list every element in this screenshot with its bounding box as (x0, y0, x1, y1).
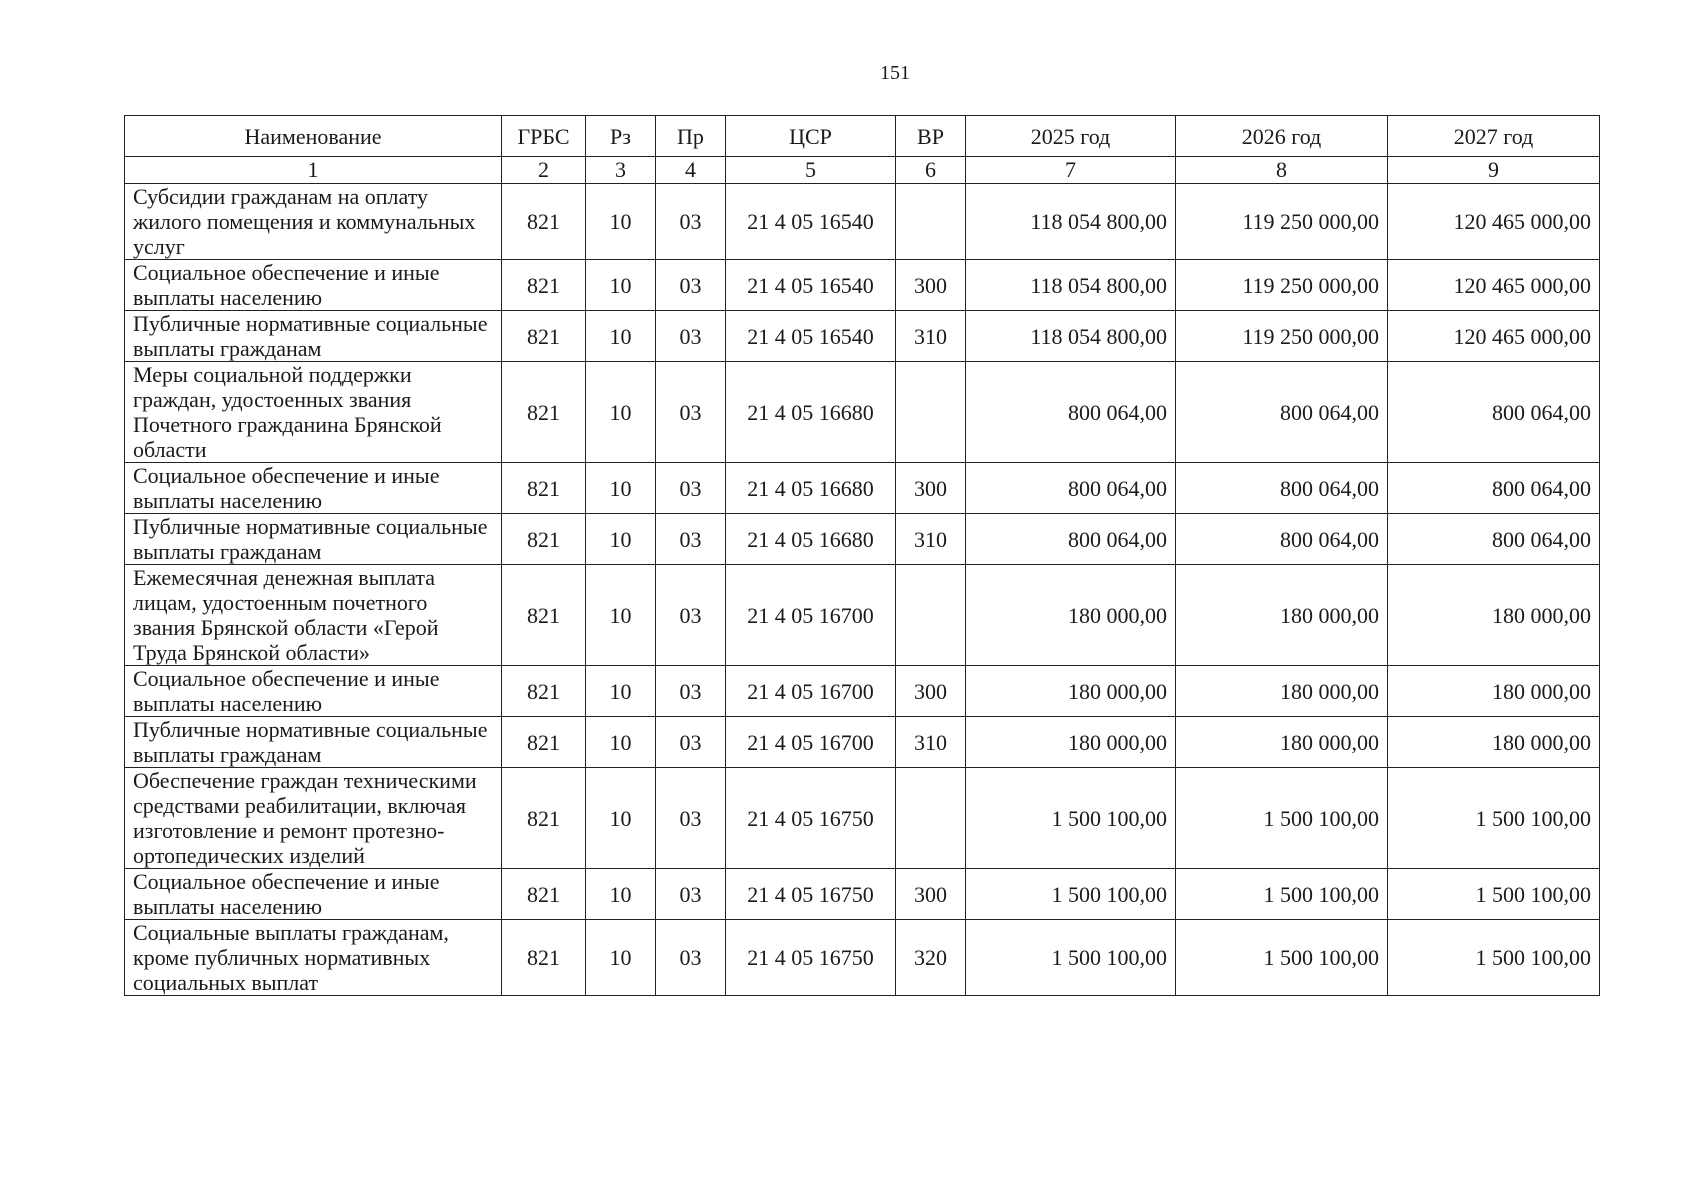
row-2026: 1 500 100,00 (1176, 768, 1388, 869)
table-row (125, 869, 1600, 920)
row-2027: 800 064,00 (1388, 362, 1600, 463)
row-csr: 21 4 05 16750 (726, 920, 896, 996)
row-pr: 03 (656, 768, 726, 869)
row-2025: 800 064,00 (966, 463, 1176, 514)
row-2027: 120 465 000,00 (1388, 184, 1600, 260)
row-pr: 03 (656, 514, 726, 565)
row-2027: 800 064,00 (1388, 463, 1600, 514)
table-row (125, 565, 1600, 666)
row-pr: 03 (656, 717, 726, 768)
table-row (125, 717, 1600, 768)
row-grbs: 821 (502, 920, 586, 996)
table-row (125, 463, 1600, 514)
row-2026: 119 250 000,00 (1176, 260, 1388, 311)
row-2025: 180 000,00 (966, 565, 1176, 666)
column-number: 3 (586, 157, 656, 184)
row-2026: 1 500 100,00 (1176, 920, 1388, 996)
row-2025: 1 500 100,00 (966, 768, 1176, 869)
row-2027: 120 465 000,00 (1388, 260, 1600, 311)
row-csr: 21 4 05 16680 (726, 362, 896, 463)
row-2027: 180 000,00 (1388, 666, 1600, 717)
header-pr: Пр (656, 116, 726, 157)
row-2026: 180 000,00 (1176, 666, 1388, 717)
row-rz: 10 (586, 869, 656, 920)
row-pr: 03 (656, 666, 726, 717)
header-2027: 2027 год (1388, 116, 1600, 157)
row-vr (896, 184, 966, 260)
row-2026: 800 064,00 (1176, 514, 1388, 565)
column-number: 8 (1176, 157, 1388, 184)
row-csr: 21 4 05 16680 (726, 463, 896, 514)
row-name: Публичные нормативные социальные выплаты гражданам (125, 311, 502, 362)
row-2026: 180 000,00 (1176, 717, 1388, 768)
row-rz: 10 (586, 717, 656, 768)
row-vr: 300 (896, 260, 966, 311)
row-vr: 310 (896, 514, 966, 565)
row-grbs: 821 (502, 362, 586, 463)
row-grbs: 821 (502, 311, 586, 362)
column-number: 6 (896, 157, 966, 184)
table-row (125, 260, 1600, 311)
row-rz: 10 (586, 920, 656, 996)
table-row (125, 666, 1600, 717)
row-name: Субсидии гражданам на оплату жилого помещения и коммунальных услуг (125, 184, 502, 260)
row-2025: 180 000,00 (966, 666, 1176, 717)
row-2025: 180 000,00 (966, 717, 1176, 768)
row-2027: 180 000,00 (1388, 717, 1600, 768)
row-csr: 21 4 05 16700 (726, 717, 896, 768)
row-csr: 21 4 05 16700 (726, 666, 896, 717)
row-2025: 118 054 800,00 (966, 184, 1176, 260)
header-rz: Рз (586, 116, 656, 157)
row-vr: 310 (896, 717, 966, 768)
row-pr: 03 (656, 869, 726, 920)
row-2025: 118 054 800,00 (966, 260, 1176, 311)
row-name: Социальное обеспечение и иные выплаты населению (125, 463, 502, 514)
row-grbs: 821 (502, 565, 586, 666)
row-grbs: 821 (502, 463, 586, 514)
row-csr: 21 4 05 16540 (726, 311, 896, 362)
row-grbs: 821 (502, 717, 586, 768)
page-number: 151 (880, 62, 910, 84)
row-rz: 10 (586, 311, 656, 362)
row-2027: 120 465 000,00 (1388, 311, 1600, 362)
row-vr (896, 565, 966, 666)
table-row (125, 362, 1600, 463)
column-number: 2 (502, 157, 586, 184)
row-name: Публичные нормативные социальные выплаты гражданам (125, 717, 502, 768)
row-rz: 10 (586, 768, 656, 869)
row-2026: 119 250 000,00 (1176, 311, 1388, 362)
row-vr: 300 (896, 869, 966, 920)
row-name: Социальные выплаты гражданам, кроме публичных нормативных социальных выплат (125, 920, 502, 996)
row-name: Социальное обеспечение и иные выплаты населению (125, 260, 502, 311)
row-2026: 180 000,00 (1176, 565, 1388, 666)
row-name: Обеспечение граждан техническими средствами реабилитации, включая изготовление и ремонт протезно-ортопедических изделий (125, 768, 502, 869)
column-number: 9 (1388, 157, 1600, 184)
row-rz: 10 (586, 666, 656, 717)
row-2026: 119 250 000,00 (1176, 184, 1388, 260)
row-csr: 21 4 05 16540 (726, 184, 896, 260)
row-2027: 800 064,00 (1388, 514, 1600, 565)
table-row (125, 311, 1600, 362)
row-vr (896, 362, 966, 463)
row-2025: 1 500 100,00 (966, 920, 1176, 996)
row-pr: 03 (656, 184, 726, 260)
header-csr: ЦСР (726, 116, 896, 157)
row-2025: 800 064,00 (966, 362, 1176, 463)
table-row (125, 514, 1600, 565)
row-csr: 21 4 05 16540 (726, 260, 896, 311)
row-pr: 03 (656, 920, 726, 996)
row-grbs: 821 (502, 260, 586, 311)
row-vr: 310 (896, 311, 966, 362)
table-row (125, 920, 1600, 996)
row-rz: 10 (586, 184, 656, 260)
row-rz: 10 (586, 463, 656, 514)
column-number: 5 (726, 157, 896, 184)
header-grbs: ГРБС (502, 116, 586, 157)
row-2027: 180 000,00 (1388, 565, 1600, 666)
row-csr: 21 4 05 16750 (726, 869, 896, 920)
row-name: Меры социальной поддержки граждан, удостоенных звания Почетного гражданина Брянской области (125, 362, 502, 463)
row-2025: 800 064,00 (966, 514, 1176, 565)
table-row (125, 184, 1600, 260)
row-pr: 03 (656, 362, 726, 463)
header-row (125, 116, 1600, 157)
row-name: Публичные нормативные социальные выплаты гражданам (125, 514, 502, 565)
row-rz: 10 (586, 565, 656, 666)
row-2027: 1 500 100,00 (1388, 920, 1600, 996)
row-pr: 03 (656, 260, 726, 311)
column-number: 7 (966, 157, 1176, 184)
row-grbs: 821 (502, 768, 586, 869)
row-2026: 800 064,00 (1176, 362, 1388, 463)
row-vr (896, 768, 966, 869)
table-row (125, 768, 1600, 869)
column-number-row (125, 157, 1600, 184)
row-2025: 118 054 800,00 (966, 311, 1176, 362)
header-name: Наименование (125, 116, 502, 157)
row-name: Социальное обеспечение и иные выплаты населению (125, 666, 502, 717)
row-2026: 1 500 100,00 (1176, 869, 1388, 920)
row-pr: 03 (656, 565, 726, 666)
header-2025: 2025 год (966, 116, 1176, 157)
row-vr: 320 (896, 920, 966, 996)
row-vr: 300 (896, 666, 966, 717)
budget-table (124, 115, 1600, 996)
header-vr: ВР (896, 116, 966, 157)
header-2026: 2026 год (1176, 116, 1388, 157)
row-2027: 1 500 100,00 (1388, 768, 1600, 869)
row-grbs: 821 (502, 184, 586, 260)
row-rz: 10 (586, 260, 656, 311)
row-csr: 21 4 05 16700 (726, 565, 896, 666)
row-2025: 1 500 100,00 (966, 869, 1176, 920)
row-2027: 1 500 100,00 (1388, 869, 1600, 920)
row-pr: 03 (656, 463, 726, 514)
row-vr: 300 (896, 463, 966, 514)
column-number: 1 (125, 157, 502, 184)
row-csr: 21 4 05 16750 (726, 768, 896, 869)
row-name: Социальное обеспечение и иные выплаты населению (125, 869, 502, 920)
row-rz: 10 (586, 514, 656, 565)
row-csr: 21 4 05 16680 (726, 514, 896, 565)
row-grbs: 821 (502, 514, 586, 565)
row-rz: 10 (586, 362, 656, 463)
row-2026: 800 064,00 (1176, 463, 1388, 514)
row-pr: 03 (656, 311, 726, 362)
row-name: Ежемесячная денежная выплата лицам, удостоенным почетного звания Брянской области «Герой Труда Брянской области» (125, 565, 502, 666)
row-grbs: 821 (502, 869, 586, 920)
row-grbs: 821 (502, 666, 586, 717)
column-number: 4 (656, 157, 726, 184)
